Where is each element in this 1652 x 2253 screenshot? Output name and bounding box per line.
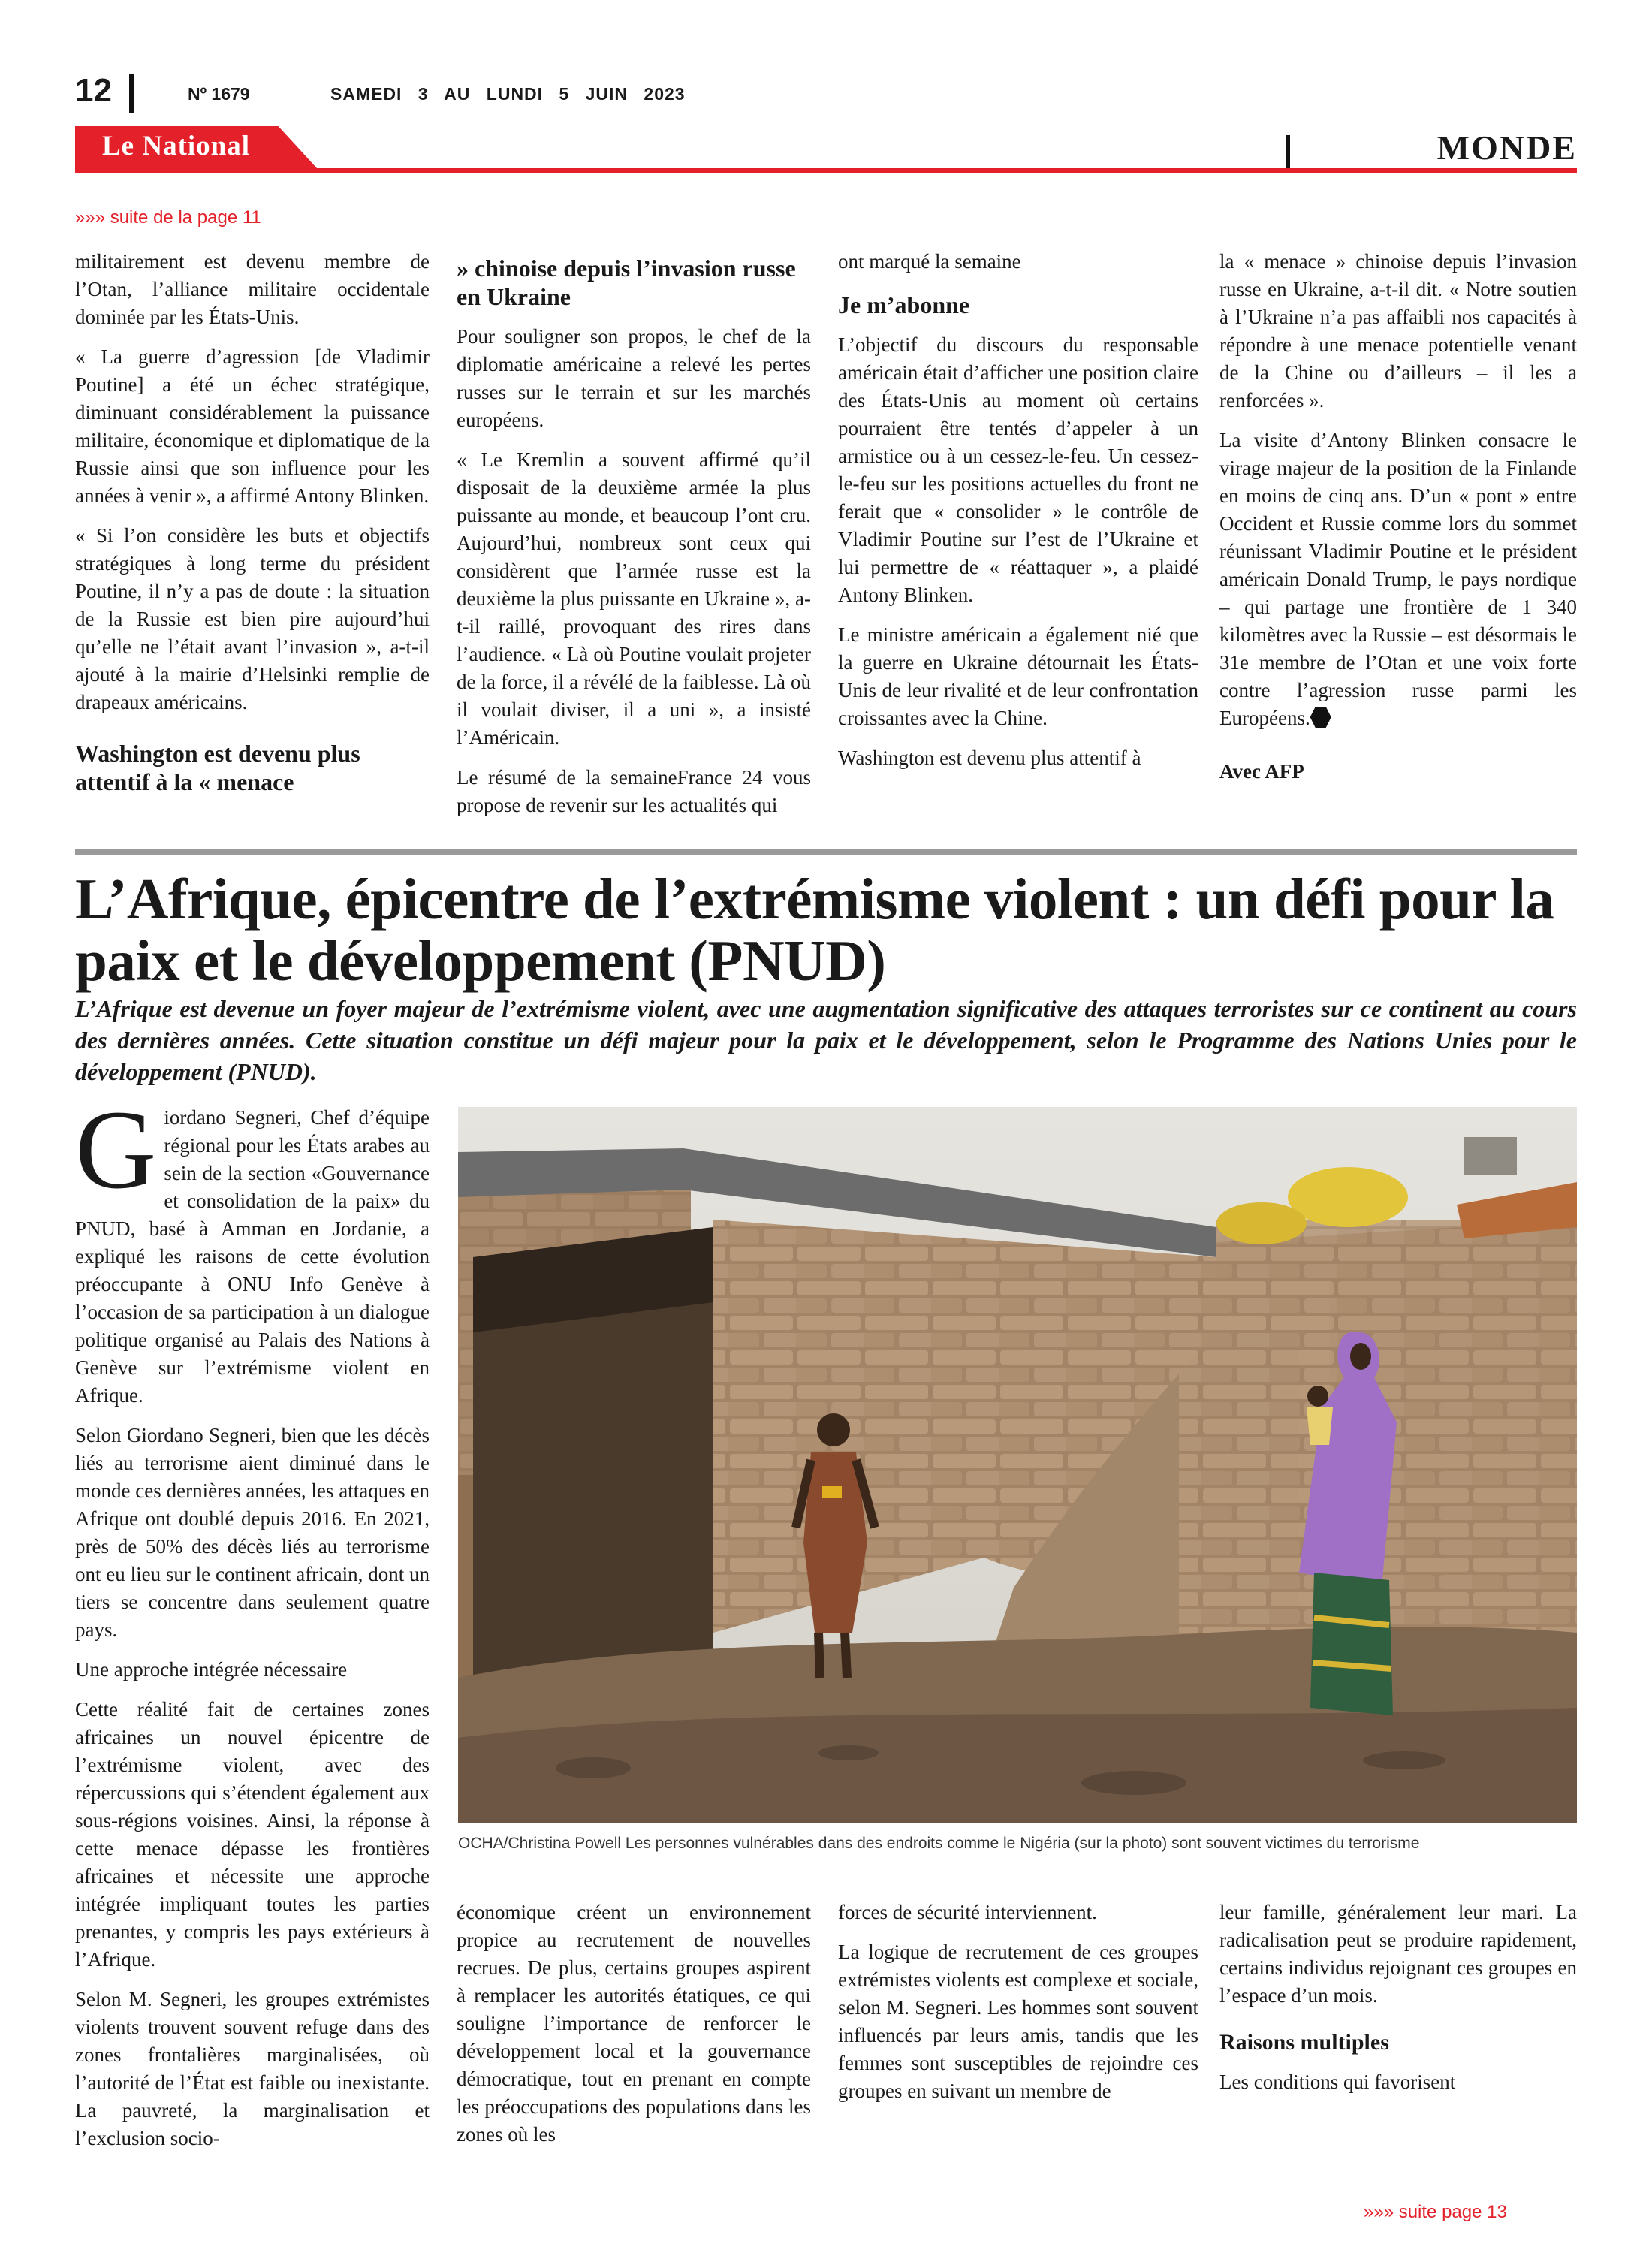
paragraph: la « menace » chinoise depuis l’invasion russe en Ukraine, a-t-il dit. « Notre soutien à l’Ukraine n’a pas affaibli nos capacités à répondre à une menace potentielle venant de la Chine ou d’ailleurs – il les a renforcées ». [1219,250,1577,412]
paragraph: Washington est devenu plus attentif à [838,746,1141,769]
page-number-divider [129,74,134,113]
paragraph: économique créent un environnement propice au recrutement de nouvelles recrues. De plus, certains groupes aspirent à remplacer les autorités étatiques, ce qui souligne l’importance de renforcer le développement local et la gouvernance démocratique, tout en prenant en compte les préoccupations des populations dans les zones où les [457,1901,811,2146]
photo-caption: OCHA/Christina Powell Les personnes vulnérables dans des endroits comme le Nigéria (sur la photo) sont souvent victimes du terrorisme [458,1835,1420,1852]
paragraph: Pour souligner son propos, le chef de la diplomatie américaine a relevé les pertes russes sur le terrain et sur les marchés européens. [457,325,811,431]
paragraph: Cette réalité fait de certaines zones africaines un nouvel épicentre de l’extrémisme violent, avec des répercussions qui s’étendent également aux sous-régions voisines. Ainsi, la réponse à cette menace dépasse les frontières africaines et nécessite une approche intégrée impliquant toutes les parties prenantes, y compris les pays extérieurs à l’Afrique. [75,1698,430,1971]
section-name: MONDE [1436,128,1577,167]
paragraph: La logique de recrutement de ces groupes extrémistes violents est complexe et sociale, selon M. Segneri. Les hommes sont souvent influencés par leurs amis, tandis que les femmes sont susceptibles de rejoindre ces groupes en suivant un membre de [838,1941,1198,2102]
top-article-column-4 [1219,248,1577,797]
masthead-rule [75,168,1577,173]
article-separator [75,849,1577,855]
main-article-column-4 [1219,1899,1577,2108]
paragraph: Le résumé de la semaineFrance 24 vous propose de revenir sur les actualités qui [457,766,811,816]
continued-from: »»» suite de la page 11 [75,207,261,228]
paragraph: Selon M. Segneri, les groupes extrémistes violents trouvent souvent refuge dans des zones frontalières marginalisées, où l’autorité de l’État est faible ou inexistante. La pauvreté, la marginalisation et l’exclusion socio- [75,1988,430,2149]
subheading: Je m’abonne [838,291,970,318]
paragraph-text: iordano Segneri, Chef d’équipe régional pour les États arabes au sein de la section «Gouvernance et consolidation de la paix» du PNUD, basé à Amman en Jordanie, a expliqué les raisons de cette évolution préoccupante à ONU Info Genève à l’occasion de sa participation à un dialogue politique organisé au Palais des Nations à Genève sur l’extrémisme violent en Afrique. [75,1106,430,1407]
main-article-column-2 [457,1899,811,2161]
paragraph: leur famille, généralement leur mari. La radicalisation peut se produire rapidement, certains individus rejoignant ces groupes en l’espace d’un mois. [1219,1901,1577,2007]
issue-number: Nº 1679 [188,84,250,104]
paragraph [1219,427,1577,732]
top-article-column-3 [838,248,1198,784]
continued-to: »»» suite page 13 [1364,2202,1507,2222]
paragraph: militairement est devenu membre de l’Otan, l’alliance militaire occidentale dominée par les États-Unis. [75,250,430,328]
paragraph: « La guerre d’agression [de Vladimir Poutine] a été un échec stratégique, diminuant considérablement la puissance militaire, économique et diplomatique de la Russie ainsi que son influence pour les années à venir », a affirmé Antony Blinken. [75,345,430,507]
subheading: » chinoise depuis l’invasion russe en Ukraine [457,255,796,310]
subheading: Washington est devenu plus attentif à la « menace [75,740,360,795]
headline: L’Afrique, épicentre de l’extrémisme violent : un défi pour la paix et le développement (PNUD) [75,867,1554,993]
inline-subheading: Une approche intégrée nécessaire [75,1658,348,1681]
paragraph: ont marqué la semaine [838,250,1021,273]
top-article-column-2 [457,254,811,831]
main-article-column-1 [75,1087,430,2164]
paragraph: « Le Kremlin a souvent affirmé qu’il disposait de la deuxième armée la plus puissante au monde, et beaucoup l’ont cru. Aujourd’hui, nombreux sont ceux qui considèrent que l’armée russe est la deuxième la plus puissante en Ukraine », a-t-il raillé, provoquant des rires dans l’audience. « Là où Poutine voulait projeter de la force, il a révélé de la faiblesse. Là où il voulait diviser, il a uni », a insisté l’Américain. [457,448,811,749]
byline: Avec AFP [1219,760,1304,783]
lead-paragraph: L’Afrique est devenue un foyer majeur de l’extrémisme violent, avec une augmentation significative des attaques terroristes sur ce continent au cours des dernières années. Cette situation constitue un défi majeur pour la paix et le développement, selon le Programme des Nations Unies pour le développement (PNUD). [75,995,1577,1085]
paragraph: Les conditions qui favorisent [1219,2071,1456,2093]
paragraph: forces de sécurité interviennent. [838,1901,1097,1923]
paragraph [75,1087,430,1410]
paragraph-text: La visite d’Antony Blinken consacre le virage majeur de la position de la Finlande en moins de cinq ans. D’un « pont » entre Occident et Russie comme lors du sommet réunissant Vladimir Poutine et le président américain Donald Trump, le pays nordique – qui partage une frontière de 1 340 kilomètres avec la Russie – est désormais le 31e membre de l’Otan et une voix forte contre l’agression russe parmi les Européens. [1219,429,1577,729]
section-divider [1286,135,1290,168]
top-article-column-1 [75,248,430,808]
page-number: 12 [75,72,112,109]
subheading: Raisons multiples [1219,2030,1389,2055]
paragraph: « Si l’on considère les buts et objectifs stratégiques à long terme du président Poutine, il n’y a pas de doute : la situation de la Russie est bien pire aujourd’hui qu’elle ne l’était avant l’invasion », a-t-il ajouté à la mairie d’Helsinki remplie de drapeaux américains. [75,524,430,713]
drop-cap: G [75,1087,157,1212]
article-photo [458,1107,1577,1823]
issue-date: SAMEDI 3 AU LUNDI 5 JUIN 2023 [330,84,686,104]
paragraph: Selon Giordano Segneri, bien que les décès liés au terrorisme aient diminué dans le monde ces dernières années, les attaques en Afrique ont doublé depuis 2016. En 2021, près de 50% des décès liés au terrorisme ont eu lieu sur le continent africain, dont un tiers se concentre dans seulement quatre pays. [75,1424,430,1641]
paragraph: L’objectif du discours du responsable américain était d’afficher une position claire des États-Unis au moment où certains pourraient être tentés d’appeler à un armistice ou à un cessez-le-feu. Un cessez-le-feu sur les positions actuelles du front ne ferait que « consolider » le contrôle de Vladimir Poutine sur l’est de l’Ukraine et lui permettre de « réattaquer », a plaidé Antony Blinken. [838,333,1198,606]
end-of-article-icon [1310,707,1331,728]
main-article-column-3 [838,1899,1198,2117]
newspaper-name: Le National [102,131,251,161]
paragraph: Le ministre américain a également nié que la guerre en Ukraine détournait les États-Unis de leur rivalité et de leur confrontation croissantes avec la Chine. [838,623,1198,729]
